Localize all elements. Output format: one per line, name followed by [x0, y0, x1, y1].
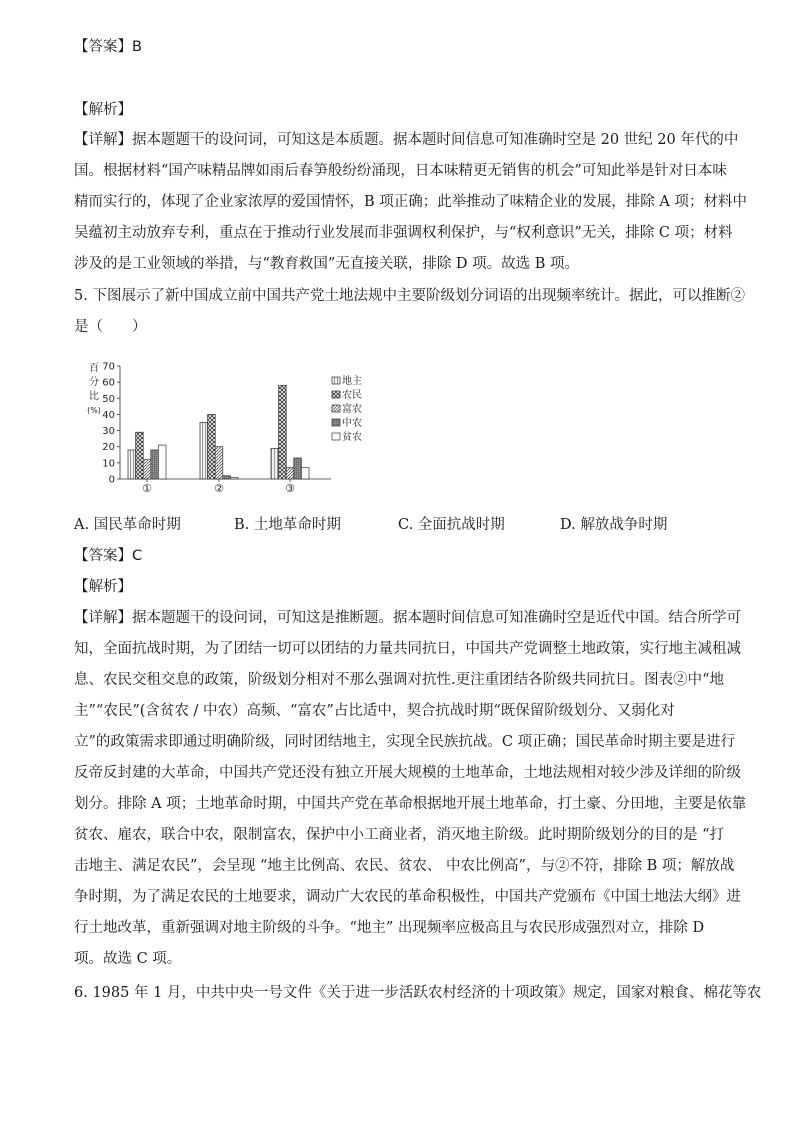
y-tick-label: 70 — [102, 361, 115, 373]
q4-detail-line: 【详解】据本题题干的设问词，可知这是本质题。据本题时间信息可知准确时空是 20 世纪 20 年代的中 — [74, 132, 739, 148]
legend-swatch — [332, 433, 340, 440]
q4-answer: 【答案】B — [74, 39, 142, 55]
bar — [151, 450, 159, 479]
y-tick-label: 20 — [102, 442, 115, 454]
y-axis-label-char: 分 — [89, 377, 99, 388]
option-d: D. 解放战争时期 — [560, 517, 668, 533]
bar — [158, 445, 166, 479]
bar — [286, 468, 294, 479]
q5-detail-line: 贫农、雇农，联合中农，限制富农，保护中小工商业者，消灭地主阶级。此时期阶级划分的目的是 “打 — [74, 827, 725, 843]
bar — [128, 450, 136, 479]
legend-swatch — [332, 405, 340, 412]
q5-stem-line: 5. 下图展示了新中国成立前中国共产党土地法规中主要阶级划分词语的出现频率统计。据此，可以推断② — [74, 288, 745, 304]
bar — [230, 477, 238, 479]
x-tick-label: ① — [142, 482, 152, 495]
q5-detail-line: 行土地改革，重新强调对地主阶级的斗争。“地主” 出现频率应极高且与农民形成强烈对立，排除 D — [74, 920, 705, 936]
q5-analysis-tag: 【解析】 — [74, 579, 132, 595]
q4-analysis-tag: 【解析】 — [74, 102, 132, 118]
q5-detail-line: 击地主、满足农民”，会呈现 “地主比例高、农民、贫农、 中农比例高”，与②不符，排除 B 项；解放战 — [74, 858, 735, 874]
q4-detail-line: 吴蕴初主动放弃专利，重点在于推动行业发展而非强调权利保护，与“权利意识”无关，排除 C 项；材料 — [74, 225, 733, 241]
bar — [223, 476, 231, 479]
y-tick-label: 0 — [108, 474, 115, 486]
q5-detail-line: 划分。排除 A 项；土地革命时期，中国共产党在革命根据地开展土地革命，打土豪、分田地，主要是依靠 — [74, 796, 747, 812]
q4-detail-line: 精而实行的，体现了企业家浓厚的爱国情怀，B 项正确；此举推动了味精企业的发展，排除 A 项；材料中 — [74, 194, 747, 210]
option-b: B. 土地革命时期 — [234, 517, 341, 533]
legend-label: 贫农 — [342, 432, 362, 443]
q5-stem-line: 是（ ） — [74, 319, 147, 335]
legend-swatch — [332, 419, 340, 426]
y-tick-label: 60 — [102, 377, 115, 389]
option-c: C. 全面抗战时期 — [398, 517, 505, 533]
bar — [208, 414, 216, 479]
bar — [215, 447, 223, 479]
y-axis-label-char: 比 — [89, 391, 99, 402]
q5-detail-line: 立”的政策需求即通过明确阶级，同时团结地主，实现全民族抗战。C 项正确；国民革命时期主要是进行 — [74, 734, 736, 750]
q6-stem: 6. 1985 年 1 月，中共中央一号文件《关于进一步活跃农村经济的十项政策》规定，国家对粮食、棉花等农 — [74, 985, 762, 1001]
legend-swatch — [332, 377, 340, 384]
bar — [294, 458, 302, 479]
q4-detail-line: 涉及的是工业领域的举措，与“教育救国”无直接关联，排除 D 项。故选 B 项。 — [74, 256, 580, 272]
bar — [200, 423, 208, 480]
x-tick-label: ② — [214, 482, 224, 495]
q5-answer: 【答案】C — [74, 548, 143, 564]
legend-label: 中农 — [342, 418, 362, 429]
bar — [271, 448, 279, 479]
bar — [279, 385, 287, 479]
legend-label: 农民 — [342, 390, 362, 401]
q5-detail-line: 主”“农民”(含贫农 / 中农）高频、“富农”占比适中，契合抗战时期“既保留阶级划分、又弱化对 — [74, 703, 675, 719]
q5-detail-line: 息、农民交租交息的政策，阶级划分相对不那么强调对抗性.更注重团结各阶级共同抗日。图表②中“地 — [74, 672, 725, 688]
bar — [136, 432, 144, 479]
q5-detail-line: 知，全面抗战时期，为了团结一切可以团结的力量共同抗日，中国共产党调整土地政策，实行地主减租减 — [74, 641, 741, 657]
y-tick-label: 30 — [102, 426, 115, 438]
y-tick-label: 50 — [102, 393, 115, 405]
q5-detail-line: 项。故选 C 项。 — [74, 951, 182, 967]
legend-swatch — [332, 391, 340, 398]
y-tick-label: 10 — [102, 458, 115, 470]
q5-detail-line: 争时期，为了满足农民的土地要求，调动广大农民的革命积极性，中国共产党颁布《中国土地法大纲》进 — [74, 889, 741, 905]
y-axis-label-char: 百 — [89, 363, 99, 374]
class-term-frequency-chart — [84, 356, 384, 502]
bar — [301, 468, 309, 479]
bar — [143, 460, 151, 479]
x-tick-label: ③ — [285, 482, 295, 495]
q5-detail-line: 反帝反封建的大革命，中国共产党还没有独立开展大规模的土地革命，土地法规相对较少涉及详细的阶级 — [74, 765, 741, 781]
legend-label: 地主 — [342, 376, 362, 387]
option-a: A. 国民革命时期 — [74, 517, 181, 533]
y-tick-label: 40 — [102, 409, 115, 421]
y-axis-label-char: (%) — [87, 406, 101, 415]
legend-label: 富农 — [342, 404, 362, 415]
q4-detail-line: 国。根据材料“国产味精品牌如雨后春笋般纷纷涌现，日本味精更无销售的机会”可知此举是针对日本味 — [74, 163, 727, 179]
q5-detail-line: 【详解】据本题题干的设问词，可知这是推断题。据本题时间信息可知准确时空是近代中国。结合所学可 — [74, 610, 741, 626]
